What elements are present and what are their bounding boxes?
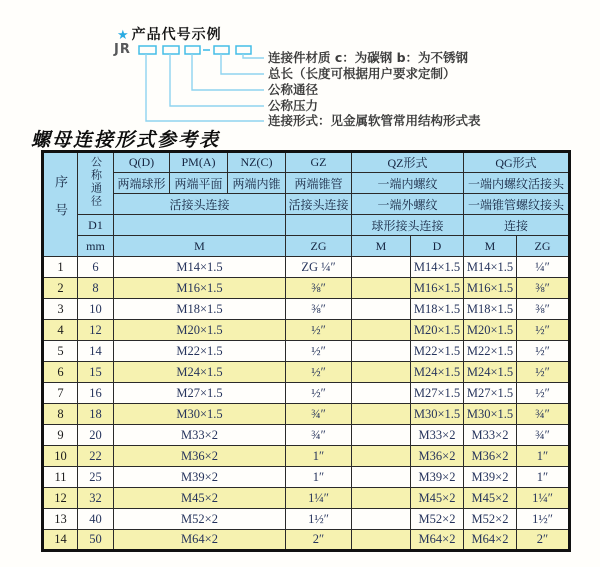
- header-qg-type2: 一端锥管螺纹接头: [464, 194, 570, 215]
- table-row: [43, 341, 570, 362]
- header-left-connect: 活接头连接: [114, 194, 286, 215]
- cell-qz_m: [352, 446, 411, 467]
- cell-qg_zg: ½″: [517, 341, 570, 362]
- table-row: [43, 320, 570, 341]
- code-box: [236, 46, 251, 54]
- table-row: [43, 488, 570, 509]
- table-title: 螺母连接形式参考表: [31, 129, 221, 151]
- cell-qg_m: M45×2: [464, 488, 517, 509]
- code-label-material: 连接件材质 c：为碳钢 b：为不锈钢: [268, 50, 469, 65]
- code-label-diameter: 公称通径: [268, 82, 319, 97]
- cell-gz_zg: ⅜″: [286, 299, 352, 320]
- cell-no: 11: [43, 467, 78, 488]
- table-row: [43, 509, 570, 530]
- cell-qz_d: M30×1.5: [411, 404, 464, 425]
- header-qg-m: M: [464, 236, 517, 257]
- cell-qz_m: [352, 404, 411, 425]
- cell-qg_zg: ½″: [517, 383, 570, 404]
- cell-qz_d: M20×1.5: [411, 320, 464, 341]
- cell-qg_zg: ⅜″: [517, 278, 570, 299]
- cell-dn: 18: [78, 404, 114, 425]
- cell-qz_d: M52×2: [411, 509, 464, 530]
- cell-qg_zg: 1¼″: [517, 488, 570, 509]
- diagram-title-text: 产品代号示例: [131, 27, 222, 43]
- cell-gz_zg: ¾″: [286, 404, 352, 425]
- header-type-qd: 两端球形: [114, 173, 170, 194]
- table-row: [43, 383, 570, 404]
- header-gz-blank: [286, 215, 352, 236]
- cell-qg_zg: ½″: [517, 362, 570, 383]
- cell-m: M64×2: [114, 530, 286, 551]
- cell-dn: 20: [78, 425, 114, 446]
- cell-dn: 10: [78, 299, 114, 320]
- cell-gz_zg: ZG ¼″: [286, 257, 352, 278]
- cell-qg_zg: ¾″: [517, 425, 570, 446]
- code-box: [214, 46, 229, 54]
- header-gz-zg: ZG: [286, 236, 352, 257]
- cell-qg_m: M36×2: [464, 446, 517, 467]
- connector-line: [170, 54, 264, 106]
- cell-qz_m: [352, 320, 411, 341]
- cell-m: M27×1.5: [114, 383, 286, 404]
- cell-qz_m: [352, 509, 411, 530]
- cell-qz_d: M36×2: [411, 446, 464, 467]
- header-type-nzc: 两端内锥: [228, 173, 286, 194]
- cell-qz_d: M64×2: [411, 530, 464, 551]
- cell-qg_m: M30×1.5: [464, 404, 517, 425]
- cell-dn: 6: [78, 257, 114, 278]
- cell-qz_d: M24×1.5: [411, 362, 464, 383]
- cell-qz_d: M39×2: [411, 467, 464, 488]
- cell-no: 10: [43, 446, 78, 467]
- code-box: [139, 46, 156, 54]
- cell-gz_zg: 1″: [286, 467, 352, 488]
- cell-qg_zg: 1″: [517, 446, 570, 467]
- table-row: [43, 404, 570, 425]
- cell-qg_zg: 1″: [517, 467, 570, 488]
- cell-no: 3: [43, 299, 78, 320]
- cell-m: M14×1.5: [114, 257, 286, 278]
- cell-no: 5: [43, 341, 78, 362]
- cell-qg_m: M27×1.5: [464, 383, 517, 404]
- header-d1-blank: [114, 215, 286, 236]
- cell-no: 4: [43, 320, 78, 341]
- cell-qz_d: M33×2: [411, 425, 464, 446]
- cell-m: M39×2: [114, 467, 286, 488]
- header-gz-connect: 活接头连接: [286, 194, 352, 215]
- connector-line: [192, 54, 264, 90]
- cell-gz_zg: 1″: [286, 446, 352, 467]
- header-type-pma: 两端平面: [170, 173, 228, 194]
- cell-dn: 50: [78, 530, 114, 551]
- table-row: [43, 425, 570, 446]
- table-row: [43, 530, 570, 551]
- cell-qg_zg: 1½″: [517, 509, 570, 530]
- cell-dn: 16: [78, 383, 114, 404]
- cell-qz_d: M18×1.5: [411, 299, 464, 320]
- cell-gz_zg: ⅜″: [286, 278, 352, 299]
- header-row-codes: [43, 152, 570, 173]
- cell-qz_m: [352, 530, 411, 551]
- header-qz-m: M: [352, 236, 411, 257]
- cell-qg_m: M18×1.5: [464, 299, 517, 320]
- cell-gz_zg: ½″: [286, 362, 352, 383]
- cell-gz_zg: ¾″: [286, 425, 352, 446]
- table-body: [43, 257, 570, 551]
- cell-m: M45×2: [114, 488, 286, 509]
- cell-qz_d: M16×1.5: [411, 278, 464, 299]
- cell-m: M52×2: [114, 509, 286, 530]
- cell-dn: 12: [78, 320, 114, 341]
- header-mm: mm: [78, 236, 114, 257]
- cell-dn: 32: [78, 488, 114, 509]
- star-icon: ★: [117, 28, 130, 43]
- cell-m: M18×1.5: [114, 299, 286, 320]
- cell-gz_zg: ½″: [286, 320, 352, 341]
- table-row: [43, 257, 570, 278]
- cell-qz_d: M22×1.5: [411, 341, 464, 362]
- table-row: [43, 446, 570, 467]
- table-row: [43, 278, 570, 299]
- cell-qg_zg: ⅜″: [517, 299, 570, 320]
- header-type-gz: 两端锥管: [286, 173, 352, 194]
- cell-no: 8: [43, 404, 78, 425]
- cell-m: M22×1.5: [114, 341, 286, 362]
- cell-m: M33×2: [114, 425, 286, 446]
- code-label-connection: 连接形式：见金属软管常用结构形式表: [268, 113, 481, 128]
- table-row: [43, 467, 570, 488]
- cell-gz_zg: ½″: [286, 383, 352, 404]
- cell-qz_m: [352, 278, 411, 299]
- cell-m: M24×1.5: [114, 362, 286, 383]
- cell-qz_m: [352, 488, 411, 509]
- cell-qz_m: [352, 299, 411, 320]
- cell-qz_m: [352, 467, 411, 488]
- cell-qz_d: M27×1.5: [411, 383, 464, 404]
- code-prefix: JR: [114, 42, 131, 57]
- cell-qg_m: M24×1.5: [464, 362, 517, 383]
- cell-qg_m: M22×1.5: [464, 341, 517, 362]
- header-dn: 公称通径: [78, 152, 114, 215]
- table-row: [43, 299, 570, 320]
- cell-dn: 22: [78, 446, 114, 467]
- cell-qg_zg: ¼″: [517, 257, 570, 278]
- cell-no: 9: [43, 425, 78, 446]
- cell-qz_m: [352, 362, 411, 383]
- header-qg-connect: 连接: [464, 215, 570, 236]
- header-code-qz: QZ形式: [352, 152, 464, 173]
- cell-m: M20×1.5: [114, 320, 286, 341]
- header-code-pma: PM(A): [170, 152, 228, 173]
- header-row-connection: [43, 194, 570, 215]
- header-code-qg: QG形式: [464, 152, 570, 173]
- cell-qg_m: M64×2: [464, 530, 517, 551]
- cell-qz_d: M45×2: [411, 488, 464, 509]
- header-row-types: [43, 173, 570, 194]
- cell-no: 14: [43, 530, 78, 551]
- cell-qg_m: M33×2: [464, 425, 517, 446]
- cell-dn: 40: [78, 509, 114, 530]
- cell-dn: 8: [78, 278, 114, 299]
- cell-no: 2: [43, 278, 78, 299]
- cell-qg_m: M20×1.5: [464, 320, 517, 341]
- cell-m: M36×2: [114, 446, 286, 467]
- cell-gz_zg: 2″: [286, 530, 352, 551]
- cell-no: 13: [43, 509, 78, 530]
- cell-dn: 14: [78, 341, 114, 362]
- diagram-title: [117, 24, 222, 44]
- cell-qg_m: M52×2: [464, 509, 517, 530]
- cell-qz_m: [352, 341, 411, 362]
- nut-connection-table: [41, 150, 571, 552]
- code-box: [163, 46, 179, 54]
- cell-no: 12: [43, 488, 78, 509]
- cell-gz_zg: 1¼″: [286, 488, 352, 509]
- cell-gz_zg: ½″: [286, 341, 352, 362]
- cell-qg_m: M16×1.5: [464, 278, 517, 299]
- header-qz-type2: 一端外螺纹: [352, 194, 464, 215]
- code-label-pressure: 公称压力: [268, 98, 319, 113]
- cell-dn: 15: [78, 362, 114, 383]
- cell-qz_d: M14×1.5: [411, 257, 464, 278]
- code-label-length: 总长（长度可根据用户要求定制）: [268, 66, 456, 81]
- header-code-qd: Q(D): [114, 152, 170, 173]
- cell-m: M16×1.5: [114, 278, 286, 299]
- cell-qz_m: [352, 425, 411, 446]
- cell-qg_m: M14×1.5: [464, 257, 517, 278]
- cell-m: M30×1.5: [114, 404, 286, 425]
- cell-qg_zg: ½″: [517, 320, 570, 341]
- header-type-qg: 一端内螺纹活接头: [464, 173, 570, 194]
- cell-qg_zg: 2″: [517, 530, 570, 551]
- cell-no: 7: [43, 383, 78, 404]
- cell-gz_zg: 1½″: [286, 509, 352, 530]
- cell-dn: 25: [78, 467, 114, 488]
- header-d1: D1: [78, 215, 114, 236]
- header-qz-d: D: [411, 236, 464, 257]
- header-qz-connect: 球形接头连接: [352, 215, 464, 236]
- cell-qg_m: M39×2: [464, 467, 517, 488]
- code-box: [185, 46, 200, 54]
- header-qg-zg: ZG: [517, 236, 570, 257]
- table-row: [43, 362, 570, 383]
- cell-no: 1: [43, 257, 78, 278]
- header-code-nzc: NZ(C): [228, 152, 286, 173]
- cell-qz_m: [352, 257, 411, 278]
- header-row-units: [43, 236, 570, 257]
- header-row-d1: [43, 215, 570, 236]
- header-serial: 序号: [43, 152, 78, 257]
- cell-no: 6: [43, 362, 78, 383]
- header-type-qz: 一端内螺纹: [352, 173, 464, 194]
- header-m-wide: M: [114, 236, 286, 257]
- header-code-gz: GZ: [286, 152, 352, 173]
- connector-line: [146, 54, 264, 121]
- cell-qz_m: [352, 383, 411, 404]
- cell-qg_zg: ¾″: [517, 404, 570, 425]
